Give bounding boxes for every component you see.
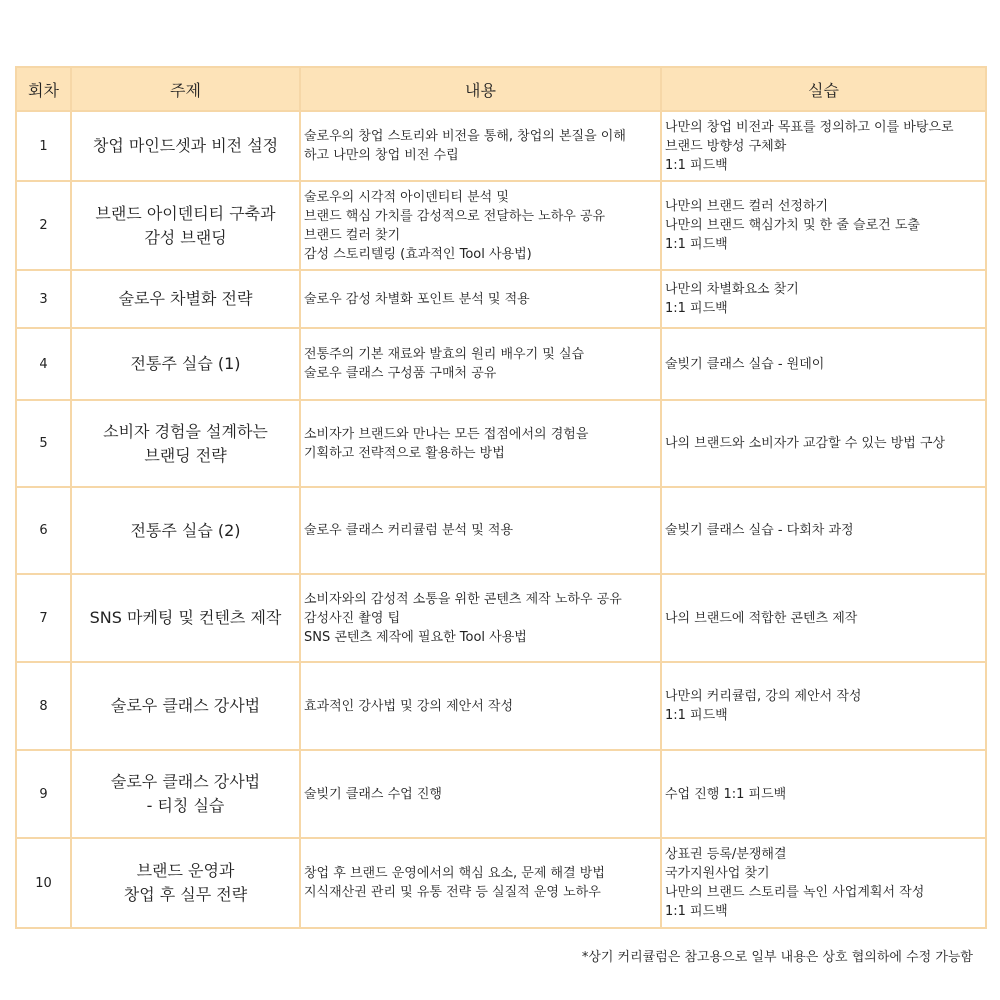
topic-cell-line: 술로우 차별화 전략 bbox=[118, 289, 253, 308]
content-cell-line: 술로우 클래스 커리큘럼 분석 및 적용 bbox=[304, 523, 514, 538]
practice-cell-line: 나만의 브랜드 핵심가치 및 한 줄 슬로건 도출 bbox=[665, 218, 920, 233]
topic-cell-line: 전통주 실습 (2) bbox=[130, 520, 241, 540]
practice-cell bbox=[661, 838, 986, 928]
topic-cell bbox=[71, 750, 300, 838]
practice-cell-line: 1:1 피드백 bbox=[665, 904, 728, 919]
topic-cell bbox=[71, 662, 300, 750]
session-number: 3 bbox=[16, 270, 71, 328]
practice-cell-line: 1:1 피드백 bbox=[665, 301, 728, 316]
table-row bbox=[16, 270, 986, 328]
header-session: 회차 bbox=[16, 67, 71, 111]
session-number: 5 bbox=[16, 400, 71, 487]
practice-cell-line: 술빚기 클래스 실습 - 다회차 과정 bbox=[665, 523, 854, 538]
practice-cell-line: 1:1 피드백 bbox=[665, 157, 728, 173]
topic-cell-line: 전통주 실습 (1) bbox=[130, 354, 241, 373]
content-cell bbox=[300, 328, 661, 400]
table-row bbox=[16, 662, 986, 750]
content-cell-line: 기획하고 전략적으로 활용하는 방법 bbox=[304, 445, 505, 461]
topic-cell bbox=[71, 400, 300, 487]
session-number: 8 bbox=[16, 662, 71, 750]
practice-cell bbox=[661, 400, 986, 487]
topic-cell bbox=[71, 111, 300, 181]
curriculum-table bbox=[15, 66, 987, 929]
practice-cell-line: 나만의 창업 비전과 목표를 정의하고 이를 바탕으로 bbox=[665, 119, 954, 135]
content-cell bbox=[300, 181, 661, 270]
practice-cell bbox=[661, 487, 986, 574]
content-cell bbox=[300, 111, 661, 181]
table-header-row bbox=[16, 67, 986, 111]
topic-cell-line: 브랜드 아이덴티티 구축과 bbox=[95, 203, 276, 223]
practice-cell-line: 나만의 차별화요소 찾기 bbox=[665, 282, 799, 297]
table-row bbox=[16, 487, 986, 574]
topic-cell-line: 창업 후 실무 전략 bbox=[123, 885, 248, 904]
practice-cell-line: 브랜드 방향성 구체화 bbox=[665, 138, 787, 154]
practice-cell-line: 나만의 브랜드 스토리를 녹인 사업계획서 작성 bbox=[665, 885, 925, 900]
content-cell-line: SNS 콘텐츠 제작에 필요한 Tool 사용법 bbox=[304, 629, 527, 645]
content-cell-line: 하고 나만의 창업 비전 수립 bbox=[304, 148, 459, 163]
practice-cell bbox=[661, 574, 986, 662]
table-row bbox=[16, 328, 986, 400]
session-number: 7 bbox=[16, 574, 71, 662]
content-cell-line: 감성사진 촬영 팁 bbox=[304, 610, 401, 626]
content-cell-line: 술로우의 창업 스토리와 비전을 통해, 창업의 본질을 이해 bbox=[304, 129, 626, 144]
session-number: 4 bbox=[16, 328, 71, 400]
content-cell-line: 소비자가 브랜드와 만나는 모든 접점에서의 경험을 bbox=[304, 426, 589, 442]
content-cell bbox=[300, 750, 661, 838]
practice-cell-line: 1:1 피드백 bbox=[665, 708, 728, 723]
topic-cell-line: 창업 마인드셋과 비전 설정 bbox=[92, 136, 279, 155]
session-number: 1 bbox=[16, 111, 71, 181]
topic-cell-line: 감성 브랜딩 bbox=[144, 227, 227, 247]
header-topic: 주제 bbox=[71, 67, 300, 111]
practice-cell bbox=[661, 662, 986, 750]
topic-cell bbox=[71, 270, 300, 328]
practice-cell-line: 국가지원사업 찾기 bbox=[665, 866, 770, 881]
topic-cell-line: SNS 마케팅 및 컨텐츠 제작 bbox=[89, 608, 282, 627]
header-practice: 실습 bbox=[661, 67, 986, 111]
content-cell bbox=[300, 574, 661, 662]
content-cell-line: 술로우 클래스 구성품 구매처 공유 bbox=[304, 366, 497, 381]
content-cell-line: 효과적인 강사법 및 강의 제안서 작성 bbox=[304, 698, 514, 714]
practice-cell-line: 나만의 커리큘럼, 강의 제안서 작성 bbox=[665, 689, 862, 704]
table-row bbox=[16, 750, 986, 838]
topic-cell-line: 브랜드 운영과 bbox=[136, 861, 235, 880]
topic-cell-line: - 티칭 실습 bbox=[146, 796, 225, 815]
content-cell-line: 브랜드 핵심 가치를 감성적으로 전달하는 노하우 공유 bbox=[304, 208, 606, 224]
topic-cell-line: 술로우 클래스 강사법 bbox=[110, 772, 261, 791]
session-number: 2 bbox=[16, 181, 71, 270]
practice-cell bbox=[661, 111, 986, 181]
content-cell-line: 브랜드 컬러 찾기 bbox=[304, 227, 401, 243]
practice-cell bbox=[661, 750, 986, 838]
topic-cell bbox=[71, 574, 300, 662]
table-row bbox=[16, 181, 986, 270]
content-cell bbox=[300, 400, 661, 487]
content-cell-line: 술로우 감성 차별화 포인트 분석 및 적용 bbox=[304, 291, 530, 307]
topic-cell bbox=[71, 181, 300, 270]
table-body bbox=[16, 111, 986, 928]
practice-cell-line: 술빚기 클래스 실습 - 원데이 bbox=[665, 356, 825, 372]
table-row bbox=[16, 400, 986, 487]
practice-cell-line: 나만의 브랜드 컬러 선정하기 bbox=[665, 199, 829, 214]
content-cell bbox=[300, 662, 661, 750]
topic-cell-line: 브랜딩 전략 bbox=[144, 445, 227, 465]
topic-cell bbox=[71, 487, 300, 574]
content-cell-line: 술로우의 시각적 아이덴티티 분석 및 bbox=[304, 189, 509, 205]
session-number: 9 bbox=[16, 750, 71, 838]
topic-cell-line: 술로우 클래스 강사법 bbox=[110, 696, 261, 715]
session-number: 10 bbox=[16, 838, 71, 928]
content-cell-line: 창업 후 브랜드 운영에서의 핵심 요소, 문제 해결 방법 bbox=[304, 866, 605, 881]
content-cell-line: 감성 스토리텔링 (효과적인 Tool 사용법) bbox=[304, 246, 532, 262]
session-number: 6 bbox=[16, 487, 71, 574]
footnote: *상기 커리큘럼은 참고용으로 일부 내용은 상호 협의하에 수정 가능함 bbox=[581, 950, 973, 965]
practice-cell-line: 1:1 피드백 bbox=[665, 237, 728, 252]
table-row bbox=[16, 838, 986, 928]
practice-cell bbox=[661, 181, 986, 270]
practice-cell bbox=[661, 270, 986, 328]
practice-cell-line: 수업 진행 1:1 피드백 bbox=[665, 786, 787, 802]
table-row bbox=[16, 111, 986, 181]
content-cell-line: 소비자와의 감성적 소통을 위한 콘텐츠 제작 노하우 공유 bbox=[304, 591, 622, 607]
practice-cell-line: 나의 브랜드에 적합한 콘텐츠 제작 bbox=[665, 610, 858, 626]
content-cell-line: 지식재산권 관리 및 유통 전략 등 실질적 운영 노하우 bbox=[304, 885, 601, 900]
header-content: 내용 bbox=[300, 67, 661, 111]
content-cell-line: 전통주의 기본 재료와 발효의 원리 배우기 및 실습 bbox=[304, 347, 585, 362]
topic-cell bbox=[71, 838, 300, 928]
content-cell bbox=[300, 838, 661, 928]
content-cell bbox=[300, 270, 661, 328]
practice-cell bbox=[661, 328, 986, 400]
practice-cell-line: 나의 브랜드와 소비자가 교감할 수 있는 방법 구상 bbox=[665, 436, 946, 451]
practice-cell-line: 상표권 등록/분쟁해결 bbox=[665, 847, 787, 862]
topic-cell bbox=[71, 328, 300, 400]
content-cell bbox=[300, 487, 661, 574]
content-cell-line: 술빚기 클래스 수업 진행 bbox=[304, 786, 442, 802]
topic-cell-line: 소비자 경험을 설계하는 bbox=[103, 421, 268, 441]
table-row bbox=[16, 574, 986, 662]
